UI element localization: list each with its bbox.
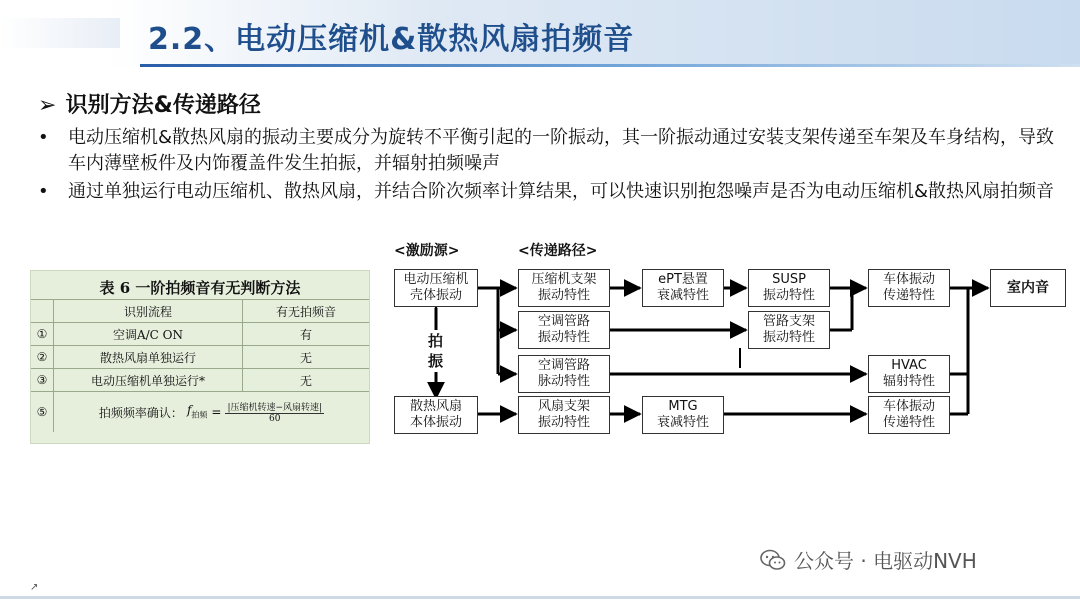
compressor-box: 电动压缩机 壳体振动 [394,269,478,307]
title-underline [140,64,1080,67]
pipe-bracket-box: 管路支架 振动特性 [748,311,830,349]
bullet-dot: • [38,127,49,148]
judgement-table [31,299,369,432]
row-step: 散热风扇单独运行 [54,346,243,369]
table-row [31,346,369,369]
compressor-bracket-box: 压缩机支架 振动特性 [518,269,610,307]
interior-noise-box: 室内音 [990,269,1066,307]
table-header-num [31,300,54,323]
formula-numerator: |压缩机转速−风扇转速| [225,400,324,414]
row-num: ① [31,323,54,346]
table-header-step: 识别流程 [54,300,243,323]
title-accent [0,18,120,48]
row-num: ⑤ [31,392,54,433]
beat-frequency-formula [99,400,324,424]
bullet-text: 电动压缩机&散热风扇的振动主要成分为旋转不平衡引起的一阶振动，其一阶振动通过安装支架传递至车架及车身结构，导致车内薄壁板件及内饰覆盖件发生拍振，并辐射拍频噪声 [68,127,1055,174]
formula-cell [54,392,370,433]
diagram-connectors [390,238,1070,448]
mtg-box: MTG 衰减特性 [642,396,724,434]
bullet-list [38,125,1058,207]
bullet-item [38,179,1058,205]
fan-bracket-box: 风扇支架 振动特性 [518,396,610,434]
wechat-icon [760,549,786,571]
table-header-result: 有无拍频音 [243,300,370,323]
hvac-box: HVAC 辐射特性 [868,355,950,393]
table-row [31,369,369,392]
row-step: 电动压缩机单独运行* [54,369,243,392]
beat-label: 拍 振 [428,332,444,370]
ac-pipe-pulsation-box: 空调管路 脉动特性 [518,355,610,393]
formula-denominator: 60 [269,414,281,424]
section-title: 识别方法&传递路径 [65,93,261,118]
table-formula-row [31,392,369,433]
formula-f: $f_{拍频}$ [186,403,208,420]
transfer-path-diagram [390,238,1070,448]
row-num: ② [31,346,54,369]
formula-label: 拍频频率确认： [98,405,183,420]
watermark-text: 公众号 · 电驱动NVH [794,549,977,573]
page-title: 2.2、电动压缩机&散热风扇拍频音 [148,22,635,57]
body-vibration-box-top: 车体振动 传递特性 [868,269,950,307]
table-title: 表 6 一阶拍频音有无判断方法 [99,279,301,297]
row-step: 空调A/C ON [54,323,243,346]
formula-eq: = [211,405,222,419]
ac-pipe-vibration-box: 空调管路 振动特性 [518,311,610,349]
section-arrow-icon: ➢ [38,93,57,118]
row-result: 无 [243,346,370,369]
table-row [31,323,369,346]
bullet-text: 通过单独运行电动压缩机、散热风扇，并结合阶次频率计算结果，可以快速识别抱怨噪声是否为电动压缩机&散热风扇拍频音 [68,181,1055,202]
table-header-row [31,300,369,323]
row-num: ③ [31,369,54,392]
susp-box: SUSP 振动特性 [748,269,830,307]
source-header: <激励源> [394,243,460,259]
row-result: 无 [243,369,370,392]
formula-fraction [225,400,324,424]
body-vibration-box-bottom: 车体振动 传递特性 [868,396,950,434]
fan-box: 散热风扇 本体振动 [394,396,478,434]
title-bar [0,0,1080,66]
bottom-divider [0,596,1080,599]
judgement-table-image [30,270,370,444]
section-heading [38,88,261,119]
bullet-dot: • [38,181,49,202]
corner-mark: ↗ [30,582,39,593]
ept-mount-box: ePT悬置 衰减特性 [642,269,724,307]
path-header: <传递路径> [518,243,598,259]
row-result: 有 [243,323,370,346]
bullet-item [38,125,1058,177]
watermark [760,545,977,574]
